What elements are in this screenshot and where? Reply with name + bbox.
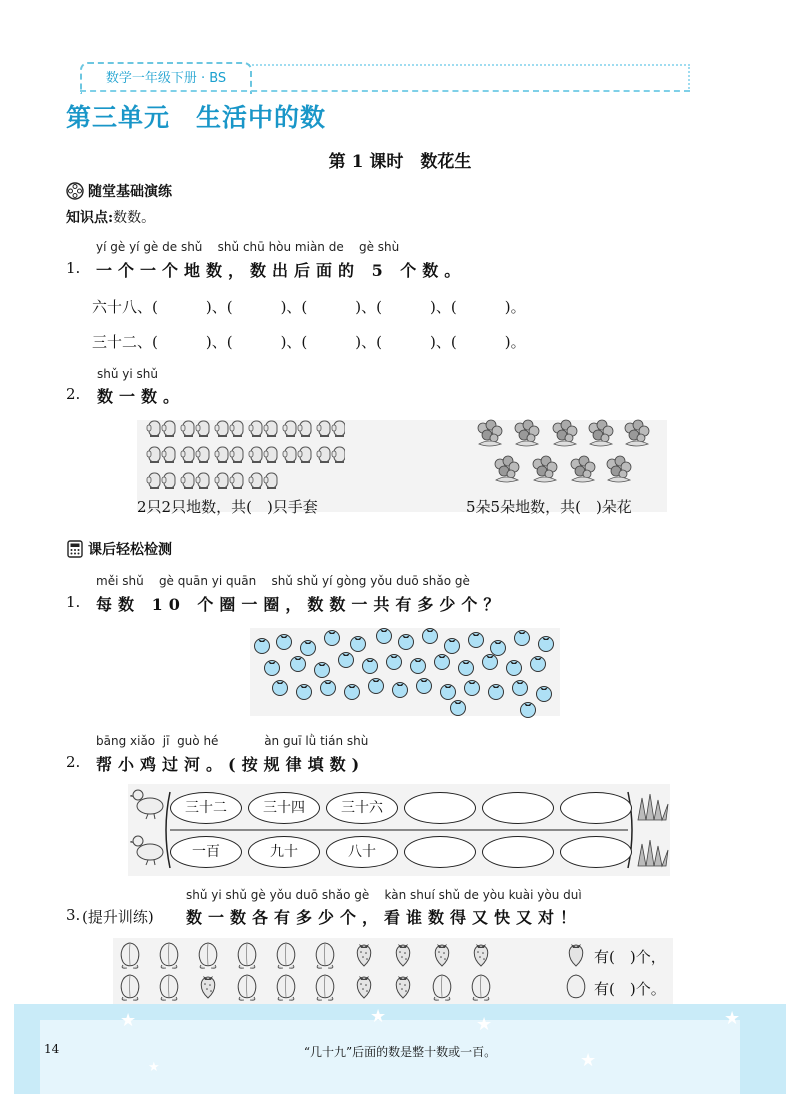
sep: )、( (430, 333, 457, 351)
sep: )、( (280, 298, 308, 316)
row-start: 六十八、( (92, 298, 158, 316)
answer-blank[interactable] (307, 331, 355, 352)
s2q1-text: 每数 10 个圈一圈，数数一共有多少个？ (96, 595, 506, 614)
sep: )、( (205, 298, 233, 316)
sequence-row-2 (92, 331, 526, 352)
section-title-text: 课后轻松检测 (88, 542, 172, 558)
header-decoration (248, 64, 690, 92)
answer-blank[interactable] (382, 331, 430, 352)
answer-blank[interactable] (307, 296, 355, 317)
river-stone-blank[interactable] (560, 836, 632, 868)
river-stone: 八十 (326, 836, 398, 868)
mittens-caption: 2只2只地数，共( )只手套 (137, 498, 318, 516)
river-stone-blank[interactable] (404, 792, 476, 824)
q1-number: 1. (66, 259, 81, 277)
sep-end: )。 (504, 298, 526, 316)
star-icon: ★ (370, 1006, 387, 1027)
answer-blank[interactable] (158, 331, 206, 352)
q1-pinyin: yí gè yí gè de shǔ shǔ chū hòu miàn de gè shù (96, 240, 400, 254)
answer-blank[interactable] (457, 296, 505, 317)
peaches-strawberries-illustration (115, 938, 515, 1004)
s2q3-number: 3. (66, 906, 81, 924)
s2q1-pinyin: měi shǔ gè quān yi quān shǔ shǔ yí gòng yǒu duō shǎo gè (96, 574, 470, 588)
answer-blank[interactable] (233, 331, 281, 352)
river-stone-blank[interactable] (560, 792, 632, 824)
sep: )、( (280, 333, 308, 351)
mitten-row-1 (147, 421, 345, 436)
q2-text: 数一数。 (97, 387, 186, 406)
mitten-row-3 (147, 473, 277, 488)
q1-text: 一个一个地数，数出后面的 5 个数。 (96, 261, 467, 280)
sep-end: )。 (504, 333, 526, 351)
answer-blank[interactable] (233, 296, 281, 317)
answer-blank[interactable] (158, 296, 206, 317)
peach-answer: 有( )个。 (594, 980, 666, 998)
book-tag: 数学一年级下册 · BS (80, 62, 252, 94)
q2-pinyin: shǔ yi shǔ (97, 367, 158, 381)
sep: )、( (205, 333, 233, 351)
star-icon: ★ (724, 1008, 741, 1029)
chick-icon (130, 832, 166, 866)
answer-blank[interactable] (382, 296, 430, 317)
sep: )、( (430, 298, 457, 316)
grass-icon (636, 838, 670, 868)
flowers-illustration (470, 418, 670, 488)
s2q3-text: 数一数各有多少个，看谁数得又快又对！ (186, 908, 583, 927)
s2q2-text: 帮小鸡过河。(按规律填数) (96, 755, 366, 774)
sep: )、( (355, 298, 383, 316)
star-icon: ★ (120, 1010, 137, 1031)
row-start: 三十二、( (92, 333, 158, 351)
q2-number: 2. (66, 385, 81, 403)
unit-title: 第三单元 生活中的数 (66, 103, 327, 132)
calculator-icon (66, 540, 84, 558)
star-icon: ★ (476, 1014, 493, 1035)
sep: )、( (355, 333, 383, 351)
section-test-title (66, 539, 172, 559)
knowledge-label: 知识点: (66, 210, 114, 226)
knowledge-value: 数数。 (113, 210, 156, 226)
answer-blank[interactable] (457, 331, 505, 352)
star-icon: ★ (148, 1060, 160, 1075)
s2q2-pinyin: bāng xiǎo jī guò hé àn guī lǜ tián shù (96, 734, 369, 748)
star-icon: ★ (580, 1050, 597, 1071)
river-stone-blank[interactable] (482, 792, 554, 824)
s2q3-label: (提升训练) (82, 908, 154, 926)
mittens-illustration (145, 418, 345, 494)
header-rule (80, 90, 690, 92)
flowers-caption: 5朵5朵地数，共( )朵花 (466, 498, 632, 516)
grass-icon (636, 792, 670, 822)
river-stone-blank[interactable] (404, 836, 476, 868)
peach-icon (563, 972, 591, 1002)
page-number: 14 (44, 1042, 60, 1056)
river-stone-blank[interactable] (482, 836, 554, 868)
chick-icon (130, 786, 166, 820)
river-stone: 九十 (248, 836, 320, 868)
knowledge-point (66, 207, 155, 227)
s2q3-pinyin: shǔ yi shǔ gè yǒu duō shǎo gè kàn shuí shǔ de yòu kuài yòu duì (186, 888, 582, 902)
s2q2-number: 2. (66, 753, 81, 771)
strawberry-icon (563, 940, 591, 970)
footer-tip: “几十九”后面的数是整十数或一百。 (303, 1045, 497, 1059)
s2q1-number: 1. (66, 593, 81, 611)
section-practice-title (66, 181, 172, 201)
section-title-text: 随堂基础演练 (88, 184, 172, 200)
tomatoes-illustration (250, 624, 562, 718)
river-stone: 三十六 (326, 792, 398, 824)
river-stone: 一百 (170, 836, 242, 868)
lesson-title: 第 1 课时 数花生 (328, 152, 472, 172)
strawberry-answer: 有( )个， (594, 948, 666, 966)
river-stone: 三十二 (170, 792, 242, 824)
river-stone: 三十四 (248, 792, 320, 824)
mitten-row-2 (147, 447, 345, 462)
film-reel-icon (66, 182, 84, 200)
sequence-row-1 (92, 296, 526, 317)
